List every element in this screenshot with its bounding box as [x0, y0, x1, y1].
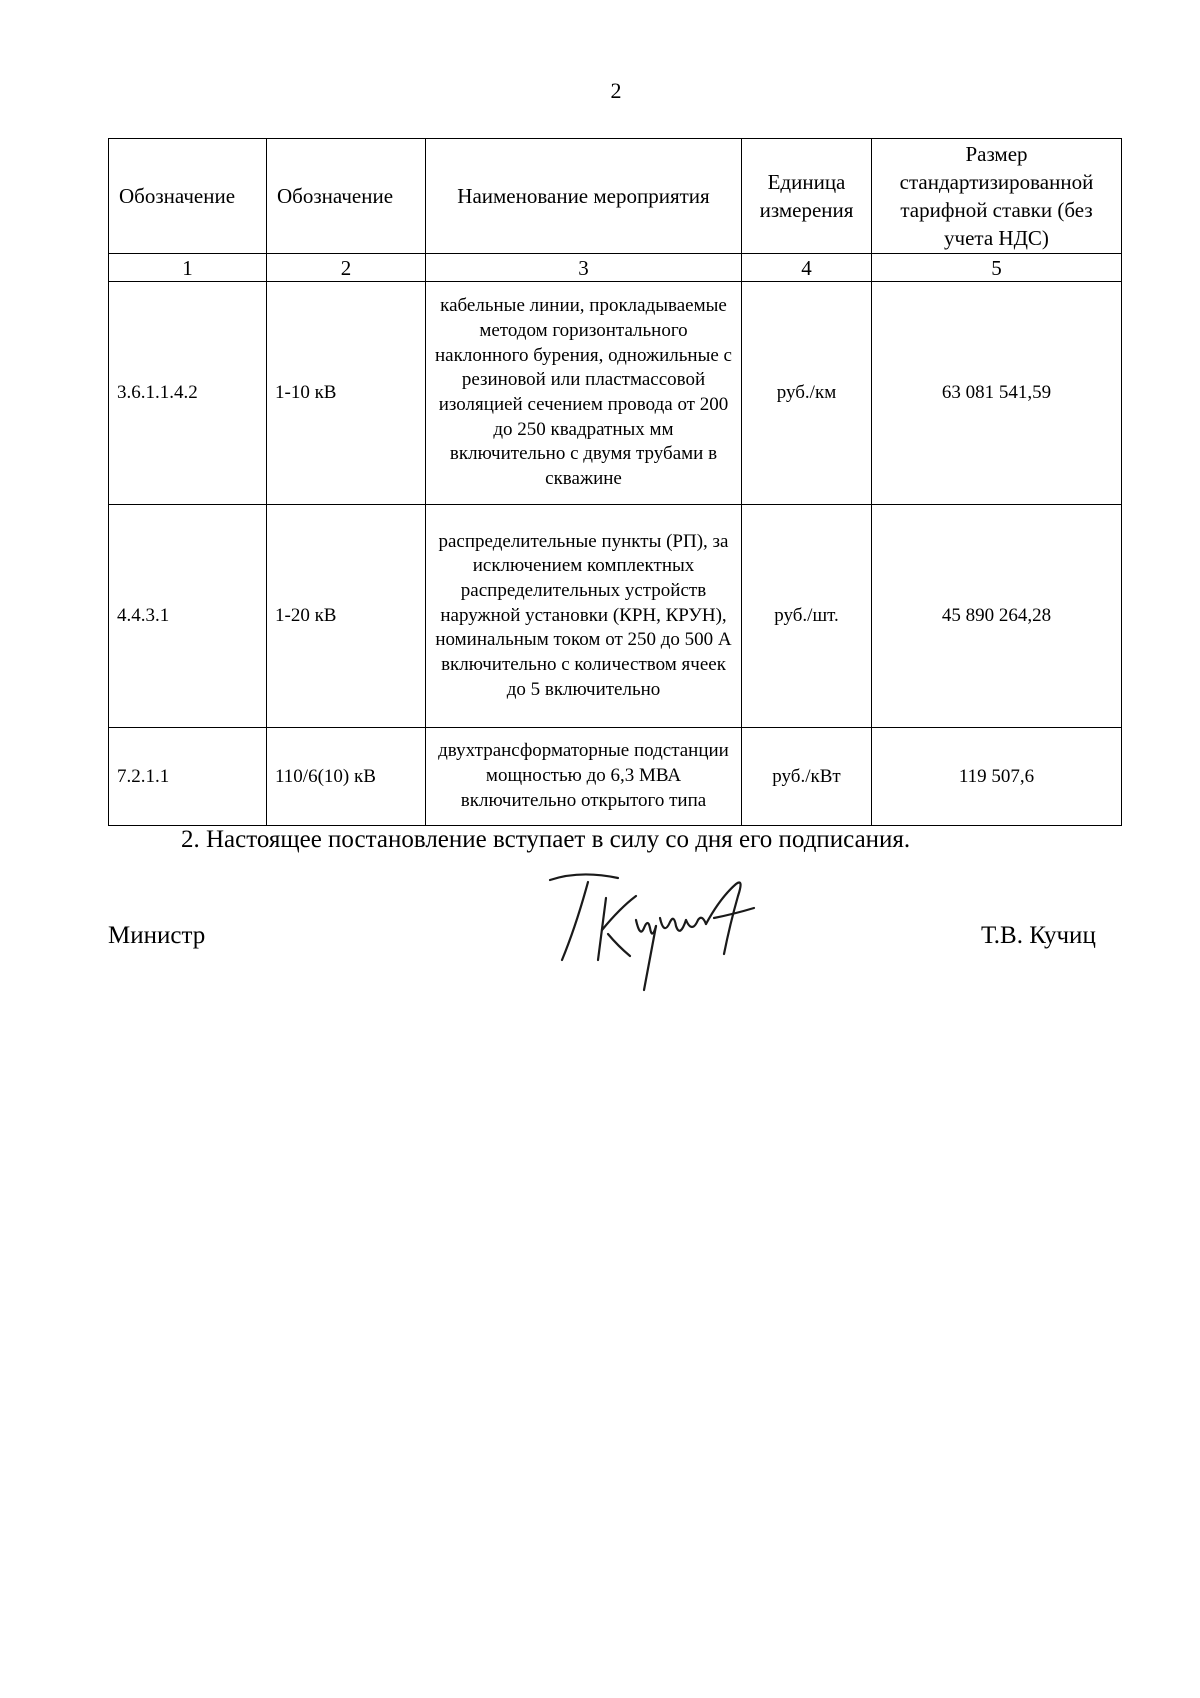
column-number: 1: [109, 254, 267, 282]
row-voltage: 1-20 кВ: [267, 505, 426, 728]
column-number: 4: [742, 254, 872, 282]
row-code: 3.6.1.1.4.2: [109, 282, 267, 505]
row-description: двухтрансформаторные подстанции мощностью до 6,3 МВА включительно открытого типа: [426, 728, 742, 826]
row-code: 7.2.1.1: [109, 728, 267, 826]
column-number: 2: [267, 254, 426, 282]
row-rate: 45 890 264,28: [872, 505, 1122, 728]
page-number: 2: [610, 78, 622, 103]
row-unit: руб./кВт: [742, 728, 872, 826]
header-designation-1: Обозначение: [109, 139, 267, 254]
row-unit: руб./шт.: [742, 505, 872, 728]
signatory-position: Министр: [108, 922, 206, 949]
table-row: [109, 505, 1122, 728]
header-designation-2: Обозначение: [267, 139, 426, 254]
header-rate: Размер стандартизированной тарифной ставки (без учета НДС): [872, 139, 1122, 254]
column-number-row: [109, 254, 1122, 282]
signatory-name: Т.В. Кучиц: [981, 922, 1096, 949]
table-row: [109, 282, 1122, 505]
row-code: 4.4.3.1: [109, 505, 267, 728]
header-measure-name: Наименование мероприятия: [426, 139, 742, 254]
row-unit: руб./км: [742, 282, 872, 505]
row-description: распределительные пункты (РП), за исключением комплектных распределительных устройств наружной установки (КРН, КРУН), номинальным током от 250 до 500 А включительно с количеством ячеек до 5 включительно: [426, 505, 742, 728]
row-rate: 63 081 541,59: [872, 282, 1122, 505]
row-description: кабельные линии, прокладываемые методом горизонтального наклонного бурения, одножильные с резиновой или пластмассовой изоляцией сечением провода от 200 до 250 квадратных мм включительно с двумя трубами в скважине: [426, 282, 742, 505]
column-number: 3: [426, 254, 742, 282]
tariff-table: [108, 138, 1122, 826]
handwritten-signature: [540, 868, 780, 998]
table-row: [109, 728, 1122, 826]
row-rate: 119 507,6: [872, 728, 1122, 826]
table-header-row: [109, 139, 1122, 254]
clause-text: 2. Настоящее постановление вступает в силу со дня его подписания.: [181, 826, 911, 853]
header-unit: Единица измерения: [742, 139, 872, 254]
row-voltage: 1-10 кВ: [267, 282, 426, 505]
row-voltage: 110/6(10) кВ: [267, 728, 426, 826]
column-number: 5: [872, 254, 1122, 282]
